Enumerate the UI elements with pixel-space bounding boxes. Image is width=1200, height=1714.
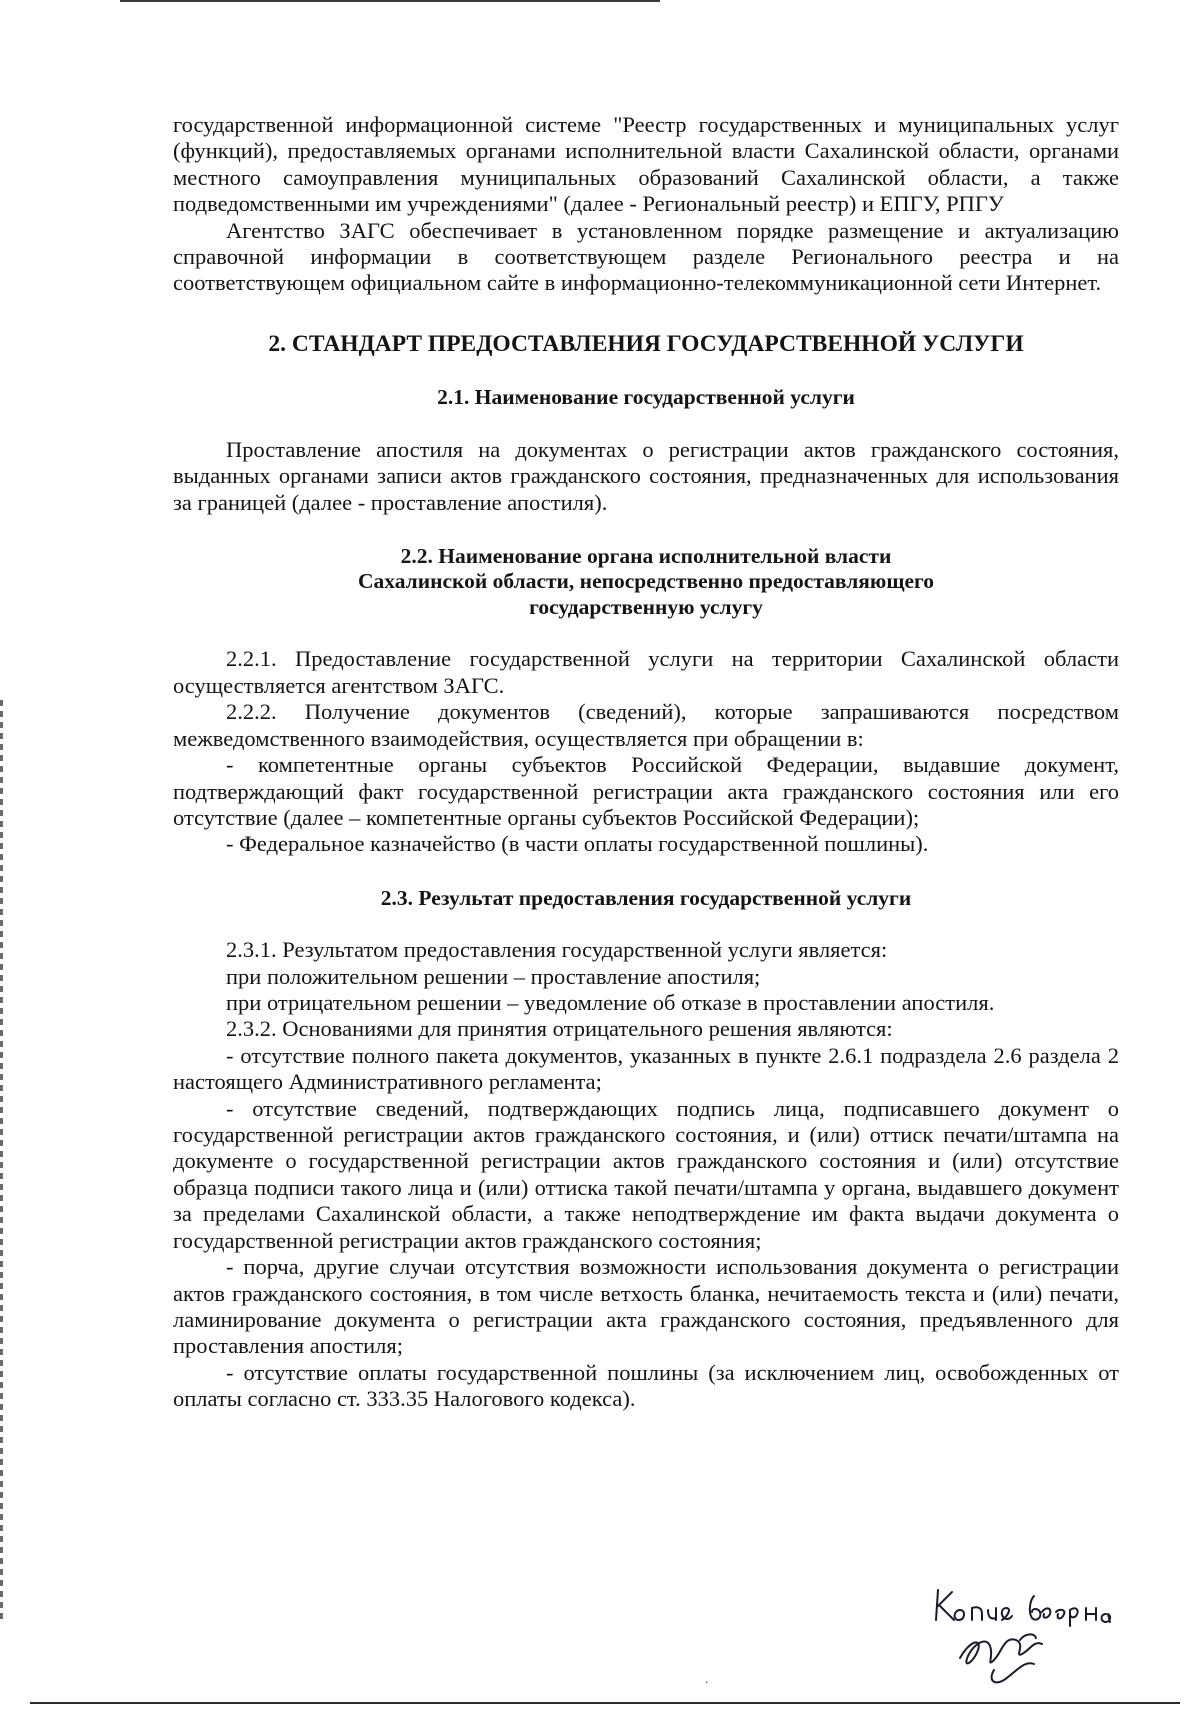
scan-dot-artifact: . <box>705 1672 709 1687</box>
paragraph-2-3-2-item-4: - отсутствие оплаты государственной пошлины (за исключением лиц, освобожденных от оплаты согласно ст. 333.35 Налогового кодекса). <box>173 1359 1119 1412</box>
scan-artifact-bottom-line <box>30 1702 1180 1704</box>
intro-paragraph-1: государственной информационной системе "Реестр государственных и муниципальных услуг (функций), предоставляемых органами исполнительной власти Сахалинской области, органами местного самоуправления муниципальных образований Сахалинской области, а также подведомственными им учреждениями" (далее - Региональный реестр) и ЕПГУ, РПГУ <box>173 112 1119 217</box>
subsection-2-2-title-line-1: 2.2. Наименование органа исполнительной власти <box>400 543 892 568</box>
paragraph-2-3-2-item-2: - отсутствие сведений, подтверждающих подпись лица, подписавшего документ о государственной регистрации актов гражданского состояния, и (или) оттиск печати/штампа на документе о государственной регистрации актов гражданского состояния и (или) отсутствие образца подписи такого лица и (или) оттиска такой печати/штампа у органа, выдавшего документ за пределами Сахалинской области, а также неподтверждение им факта выдачи документа о государственной регистрации актов гражданского состояния; <box>173 1095 1119 1253</box>
paragraph-2-2-1: 2.2.1. Предоставление государственной услуги на территории Сахалинской области осуществляется агентством ЗАГС. <box>173 646 1119 698</box>
document-page <box>173 112 1119 1413</box>
subsection-2-2-title-line-2: Сахалинской области, непосредственно предоставляющего <box>357 569 935 594</box>
scan-artifact-top-line <box>120 0 660 2</box>
signature-icon <box>930 1580 1180 1690</box>
subsection-2-2-title <box>173 544 1119 621</box>
handwritten-certification-signature <box>930 1580 1180 1690</box>
paragraph-2-2-2-item-2: - Федеральное казначейство (в части оплаты государственной пошлины). <box>226 831 929 857</box>
paragraph-2-3-1: 2.3.1. Результатом предоставления государственной услуги является: <box>226 937 888 963</box>
paragraph-2-2-2-item-1: - компетентные органы субъектов Российской Федерации, выдавшие документ, подтверждающий факт государственной регистрации акта гражданского состояния или его отсутствие (далее – компетентные органы субъектов Российской Федерации); <box>173 752 1119 830</box>
subsection-2-1-paragraph: Проставление апостиля на документах о регистрации актов гражданского состояния, выданных органами записи актов гражданского состояния, предназначенных для использования за границей (далее - проставление апостиля). <box>173 436 1119 515</box>
section-2-title: 2. СТАНДАРТ ПРЕДОСТАВЛЕНИЯ ГОСУДАРСТВЕННОЙ УСЛУГИ <box>268 330 1024 357</box>
subsection-2-2-title-line-3: государственную услугу <box>529 594 763 619</box>
paragraph-2-3-1-negative: при отрицательном решении – уведомление об отказе в проставлении апостиля. <box>226 990 995 1016</box>
scan-artifact-left-edge <box>0 700 3 1620</box>
subsection-2-3-title: 2.3. Результат предоставления государственной услуги <box>380 885 912 910</box>
paragraph-2-3-2-item-1: - отсутствие полного пакета документов, указанных в пункте 2.6.1 подраздела 2.6 раздела 2 настоящего Административного регламента; <box>173 1042 1119 1095</box>
subsection-2-1-title: 2.1. Наименование государственной услуги <box>437 385 855 410</box>
paragraph-2-3-2-item-3: - порча, другие случаи отсутствия возможности использования документа о регистрации актов гражданского состояния, в том числе ветхость бланка, нечитаемость текста и (или) печати, ламинирование документа о регистрации акта гражданского состояния, предъявленного для проставления апостиля; <box>173 1254 1119 1359</box>
paragraph-2-2-2: 2.2.2. Получение документов (сведений), которые запрашиваются посредством межведомственного взаимодействия, осуществляется при обращении в: <box>173 699 1119 751</box>
paragraph-2-3-1-positive: при положительном решении – проставление апостиля; <box>226 963 761 989</box>
intro-paragraph-2: Агентство ЗАГС обеспечивает в установленном порядке размещение и актуализацию справочной информации в соответствующем разделе Регионального реестра и на соответствующем официальном сайте в информационно-телекоммуникационной сети Интернет. <box>173 217 1119 296</box>
paragraph-2-3-2: 2.3.2. Основаниями для принятия отрицательного решения являются: <box>226 1016 893 1042</box>
